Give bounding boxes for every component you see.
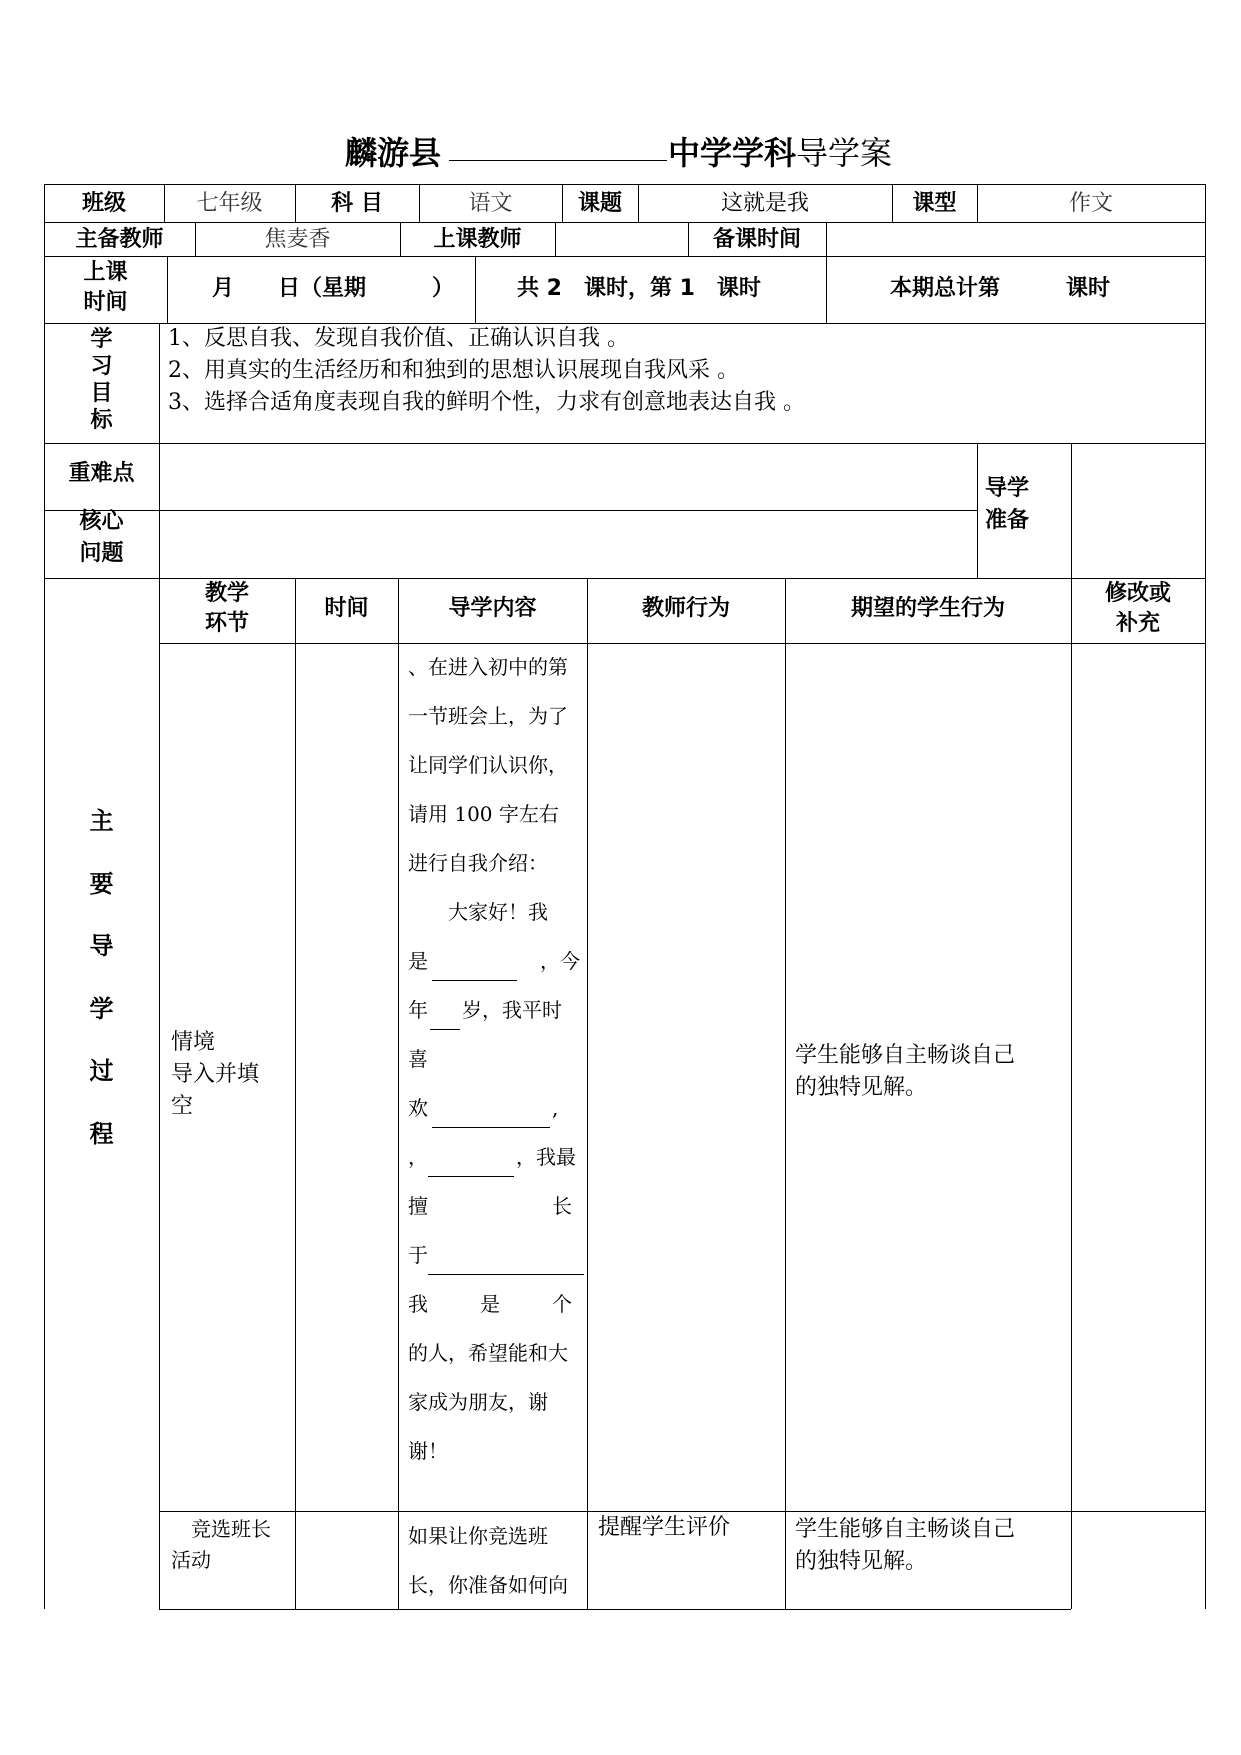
date-text: 月 日（星期 ） <box>212 276 455 301</box>
prep-label-1: 导学 <box>985 476 1030 501</box>
row2-stage: 竞选班长 活动 <box>171 1517 271 1572</box>
type-value: 作文 <box>1068 191 1113 216</box>
row2-content-1: 如果让你竞选班 <box>408 1524 548 1548</box>
header-stage-1: 教学 <box>204 581 249 606</box>
objective-item: 1、反思自我、发现自我价值、正确认识自我 。 <box>168 326 629 351</box>
header-teacher: 教师行为 <box>641 596 730 621</box>
title-school: 中学学科 <box>668 134 797 172</box>
objectives-list <box>168 323 805 419</box>
prep-label-2: 准备 <box>985 508 1030 533</box>
row2-student: 学生能够自主畅谈自己 的独特见解。 <box>795 1517 1016 1574</box>
class-label: 班级 <box>81 191 126 216</box>
teacher-label: 上课教师 <box>433 227 522 252</box>
title-suffix: 导学案 <box>796 134 893 172</box>
objectives-label: 学 习 目 标 <box>90 327 113 433</box>
core-label-2: 问题 <box>79 541 124 566</box>
objective-item: 2、用真实的生活经历和和独到的思想认识展现自我风采 。 <box>168 358 739 383</box>
periods-text: 共 2 课时，第 1 课时 <box>517 276 761 301</box>
class-time-label-2: 时间 <box>83 290 128 315</box>
header-stage-2: 环节 <box>204 611 249 636</box>
class-value: 七年级 <box>196 191 263 216</box>
header-revise-1: 修改或 <box>1104 581 1171 606</box>
difficulty-label: 重难点 <box>68 461 135 486</box>
topic-value: 这就是我 <box>720 191 809 216</box>
core-label-1: 核心 <box>79 509 124 534</box>
row2-content-2: 长，你准备如何向 <box>408 1573 568 1597</box>
subject-value: 语文 <box>468 191 513 216</box>
type-label: 课型 <box>912 191 957 216</box>
process-side-label: 主 要 导 学 过 程 <box>89 807 114 1148</box>
row1-student: 学生能够自主畅谈自己 的独特见解。 <box>795 1043 1016 1100</box>
topic-label: 课题 <box>577 191 622 216</box>
objective-item: 3、选择合适角度表现自我的鲜明个性，力求有创意地表达自我 。 <box>168 390 805 415</box>
header-student: 期望的学生行为 <box>850 596 1005 621</box>
row1-stage: 情境 导入并填 空 <box>171 1030 260 1119</box>
total-text: 本期总计第 课时 <box>890 276 1111 301</box>
header-content: 导学内容 <box>448 596 537 621</box>
row2-teacher: 提醒学生评价 <box>598 1515 731 1540</box>
prep-time-label: 备课时间 <box>712 227 801 252</box>
header-revise-2: 补充 <box>1115 611 1160 636</box>
title-school-blank <box>449 130 667 161</box>
lead-teacher-label: 主备教师 <box>75 227 164 252</box>
subject-label: 科 目 <box>331 191 383 216</box>
lead-teacher-value: 焦麦香 <box>264 227 331 252</box>
header-time: 时间 <box>324 596 369 621</box>
class-time-label-1: 上课 <box>83 260 128 285</box>
title-county: 麟游县 <box>345 134 442 172</box>
